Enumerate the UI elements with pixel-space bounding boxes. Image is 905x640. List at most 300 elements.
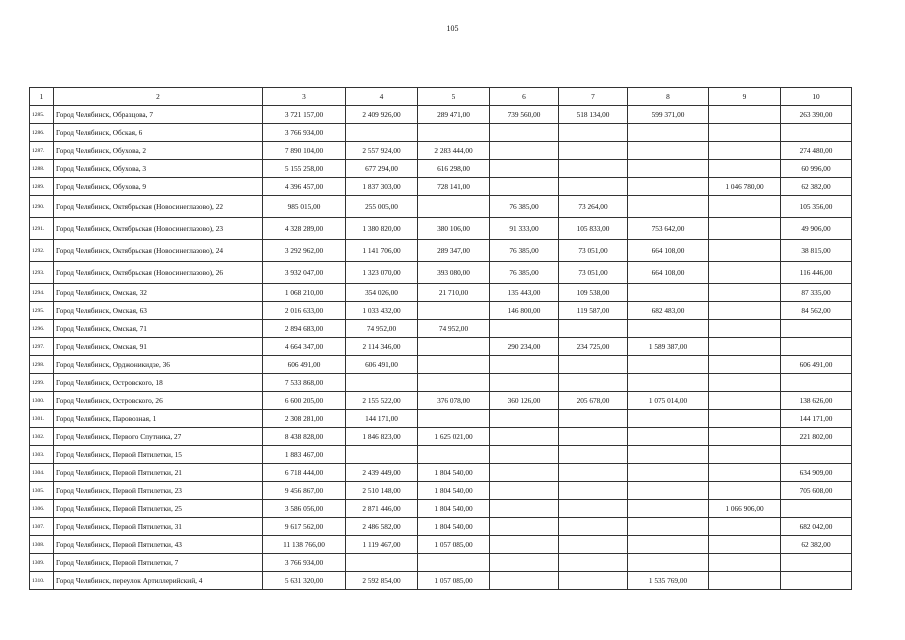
- value-cell-col-5: [418, 338, 490, 356]
- row-number-cell: 1304.: [30, 464, 54, 482]
- value-cell-col-10: 138 626,00: [781, 392, 852, 410]
- row-number-cell: 1305.: [30, 482, 54, 500]
- table-row: [30, 464, 852, 482]
- table-body: [30, 106, 852, 590]
- value-cell-col-10: 634 909,00: [781, 464, 852, 482]
- value-cell-col-8: [628, 536, 709, 554]
- value-cell-col-6: [490, 482, 559, 500]
- value-cell-col-6: [490, 178, 559, 196]
- value-cell-col-6: 76 385,00: [490, 240, 559, 262]
- address-cell: Город Челябинск, Обская, 6: [54, 124, 263, 142]
- address-cell: Город Челябинск, Первой Пятилетки, 31: [54, 518, 263, 536]
- value-cell-col-7: [559, 464, 628, 482]
- value-cell-col-3: 2 894 683,00: [263, 320, 346, 338]
- address-cell: Город Челябинск, Островского, 18: [54, 374, 263, 392]
- value-cell-col-7: [559, 160, 628, 178]
- table-row: [30, 410, 852, 428]
- table-row: [30, 142, 852, 160]
- address-cell: Город Челябинск, Обухова, 3: [54, 160, 263, 178]
- value-cell-col-5: 21 710,00: [418, 284, 490, 302]
- value-cell-col-8: 664 108,00: [628, 262, 709, 284]
- row-number-cell: 1296.: [30, 320, 54, 338]
- address-cell: Город Челябинск, Омская, 91: [54, 338, 263, 356]
- value-cell-col-4: 606 491,00: [346, 356, 418, 374]
- value-cell-col-7: [559, 356, 628, 374]
- value-cell-col-3: 11 138 766,00: [263, 536, 346, 554]
- value-cell-col-6: 739 560,00: [490, 106, 559, 124]
- table-row: [30, 482, 852, 500]
- value-cell-col-10: 62 382,00: [781, 178, 852, 196]
- value-cell-col-8: 682 483,00: [628, 302, 709, 320]
- value-cell-col-9: [709, 284, 781, 302]
- value-cell-col-5: 380 106,00: [418, 218, 490, 240]
- value-cell-col-4: 144 171,00: [346, 410, 418, 428]
- value-cell-col-4: 2 510 148,00: [346, 482, 418, 500]
- value-cell-col-9: [709, 518, 781, 536]
- table-row: [30, 284, 852, 302]
- value-cell-col-8: [628, 428, 709, 446]
- value-cell-col-3: 3 721 157,00: [263, 106, 346, 124]
- value-cell-col-6: 146 800,00: [490, 302, 559, 320]
- value-cell-col-7: [559, 178, 628, 196]
- value-cell-col-7: 73 051,00: [559, 262, 628, 284]
- value-cell-col-9: [709, 320, 781, 338]
- row-number-cell: 1300.: [30, 392, 54, 410]
- value-cell-col-3: 4 396 457,00: [263, 178, 346, 196]
- value-cell-col-4: 2 592 854,00: [346, 572, 418, 590]
- value-cell-col-6: 91 333,00: [490, 218, 559, 240]
- value-cell-col-7: 518 134,00: [559, 106, 628, 124]
- table-row: [30, 554, 852, 572]
- value-cell-col-8: [628, 320, 709, 338]
- address-cell: Город Челябинск, Омская, 32: [54, 284, 263, 302]
- value-cell-col-6: [490, 446, 559, 464]
- value-cell-col-7: [559, 482, 628, 500]
- value-cell-col-5: [418, 554, 490, 572]
- value-cell-col-9: [709, 410, 781, 428]
- value-cell-col-5: 1 057 085,00: [418, 536, 490, 554]
- table-row: [30, 356, 852, 374]
- value-cell-col-6: [490, 374, 559, 392]
- address-cell: Город Челябинск, Орджоникидзе, 36: [54, 356, 263, 374]
- value-cell-col-4: 2 409 926,00: [346, 106, 418, 124]
- value-cell-col-8: 1 535 769,00: [628, 572, 709, 590]
- value-cell-col-3: 606 491,00: [263, 356, 346, 374]
- value-cell-col-5: 74 952,00: [418, 320, 490, 338]
- value-cell-col-5: 1 804 540,00: [418, 464, 490, 482]
- value-cell-col-4: 255 005,00: [346, 196, 418, 218]
- value-cell-col-8: 1 075 014,00: [628, 392, 709, 410]
- value-cell-col-3: 2 308 281,00: [263, 410, 346, 428]
- table-row: [30, 428, 852, 446]
- value-cell-col-3: 7 533 868,00: [263, 374, 346, 392]
- value-cell-col-10: 606 491,00: [781, 356, 852, 374]
- value-cell-col-3: 3 766 934,00: [263, 124, 346, 142]
- value-cell-col-10: 84 562,00: [781, 302, 852, 320]
- table-row: [30, 536, 852, 554]
- value-cell-col-10: [781, 572, 852, 590]
- row-number-cell: 1308.: [30, 536, 54, 554]
- address-cell: Город Челябинск, Октябрьская (Новосинеглазово), 23: [54, 218, 263, 240]
- value-cell-col-9: [709, 464, 781, 482]
- value-cell-col-5: 289 347,00: [418, 240, 490, 262]
- address-cell: Город Челябинск, Первой Пятилетки, 25: [54, 500, 263, 518]
- value-cell-col-7: [559, 446, 628, 464]
- value-cell-col-10: 60 996,00: [781, 160, 852, 178]
- table-row: [30, 262, 852, 284]
- value-cell-col-8: 1 589 387,00: [628, 338, 709, 356]
- row-number-cell: 1309.: [30, 554, 54, 572]
- value-cell-col-8: 599 371,00: [628, 106, 709, 124]
- row-number-cell: 1285.: [30, 106, 54, 124]
- value-cell-col-4: [346, 554, 418, 572]
- value-cell-col-8: [628, 500, 709, 518]
- value-cell-col-4: 2 155 522,00: [346, 392, 418, 410]
- table-row: [30, 218, 852, 240]
- value-cell-col-7: [559, 374, 628, 392]
- address-cell: Город Челябинск, Первой Пятилетки, 21: [54, 464, 263, 482]
- value-cell-col-9: [709, 356, 781, 374]
- value-cell-col-3: 2 016 633,00: [263, 302, 346, 320]
- address-cell: Город Челябинск, Омская, 63: [54, 302, 263, 320]
- value-cell-col-4: 2 871 446,00: [346, 500, 418, 518]
- value-cell-col-8: [628, 374, 709, 392]
- address-cell: Город Челябинск, Образцова, 7: [54, 106, 263, 124]
- page-number: 105: [446, 24, 459, 33]
- table-row: [30, 124, 852, 142]
- value-cell-col-10: 274 480,00: [781, 142, 852, 160]
- value-cell-col-10: 221 802,00: [781, 428, 852, 446]
- value-cell-col-9: [709, 572, 781, 590]
- value-cell-col-5: 1 804 540,00: [418, 518, 490, 536]
- row-number-cell: 1299.: [30, 374, 54, 392]
- row-number-cell: 1287.: [30, 142, 54, 160]
- value-cell-col-10: 705 608,00: [781, 482, 852, 500]
- value-cell-col-3: 9 617 562,00: [263, 518, 346, 536]
- value-cell-col-9: 1 066 906,00: [709, 500, 781, 518]
- data-table: [29, 87, 852, 590]
- table-row: [30, 374, 852, 392]
- table-row: [30, 518, 852, 536]
- value-cell-col-5: [418, 302, 490, 320]
- value-cell-col-3: 3 766 934,00: [263, 554, 346, 572]
- value-cell-col-9: 1 046 780,00: [709, 178, 781, 196]
- row-number-cell: 1297.: [30, 338, 54, 356]
- value-cell-col-7: [559, 518, 628, 536]
- value-cell-col-3: 6 600 205,00: [263, 392, 346, 410]
- column-header-4: 4: [346, 88, 418, 106]
- value-cell-col-6: [490, 356, 559, 374]
- value-cell-col-10: 144 171,00: [781, 410, 852, 428]
- table-row: [30, 500, 852, 518]
- value-cell-col-9: [709, 160, 781, 178]
- row-number-cell: 1286.: [30, 124, 54, 142]
- address-cell: Город Челябинск, переулок Артиллерийский, 4: [54, 572, 263, 590]
- row-number-cell: 1289.: [30, 178, 54, 196]
- header-row: [30, 88, 852, 106]
- value-cell-col-10: 682 042,00: [781, 518, 852, 536]
- column-header-6: 6: [490, 88, 559, 106]
- value-cell-col-5: 1 057 085,00: [418, 572, 490, 590]
- column-header-7: 7: [559, 88, 628, 106]
- value-cell-col-9: [709, 142, 781, 160]
- value-cell-col-9: [709, 338, 781, 356]
- address-cell: Город Челябинск, Первой Пятилетки, 23: [54, 482, 263, 500]
- value-cell-col-6: [490, 160, 559, 178]
- value-cell-col-4: [346, 374, 418, 392]
- column-header-2: 2: [54, 88, 263, 106]
- value-cell-col-7: [559, 320, 628, 338]
- table-row: [30, 106, 852, 124]
- address-cell: Город Челябинск, Первого Спутника, 27: [54, 428, 263, 446]
- value-cell-col-3: 3 586 056,00: [263, 500, 346, 518]
- value-cell-col-7: 119 587,00: [559, 302, 628, 320]
- table-row: [30, 392, 852, 410]
- value-cell-col-6: [490, 518, 559, 536]
- value-cell-col-3: 6 718 444,00: [263, 464, 346, 482]
- table-row: [30, 178, 852, 196]
- value-cell-col-6: [490, 124, 559, 142]
- value-cell-col-10: 49 906,00: [781, 218, 852, 240]
- address-cell: Город Челябинск, Первой Пятилетки, 7: [54, 554, 263, 572]
- value-cell-col-5: [418, 410, 490, 428]
- table-row: [30, 160, 852, 178]
- row-number-cell: 1301.: [30, 410, 54, 428]
- value-cell-col-8: [628, 446, 709, 464]
- value-cell-col-10: 87 335,00: [781, 284, 852, 302]
- row-number-cell: 1294.: [30, 284, 54, 302]
- value-cell-col-7: [559, 536, 628, 554]
- value-cell-col-6: [490, 572, 559, 590]
- row-number-cell: 1302.: [30, 428, 54, 446]
- value-cell-col-6: 76 385,00: [490, 196, 559, 218]
- value-cell-col-5: 393 080,00: [418, 262, 490, 284]
- table-row: [30, 446, 852, 464]
- table-row: [30, 196, 852, 218]
- value-cell-col-8: [628, 464, 709, 482]
- value-cell-col-8: [628, 482, 709, 500]
- column-header-8: 8: [628, 88, 709, 106]
- value-cell-col-8: [628, 518, 709, 536]
- address-cell: Город Челябинск, Октябрьская (Новосинеглазово), 22: [54, 196, 263, 218]
- address-cell: Город Челябинск, Октябрьская (Новосинеглазово), 26: [54, 262, 263, 284]
- value-cell-col-3: 9 456 867,00: [263, 482, 346, 500]
- value-cell-col-8: [628, 196, 709, 218]
- value-cell-col-5: [418, 374, 490, 392]
- value-cell-col-8: [628, 124, 709, 142]
- value-cell-col-6: 290 234,00: [490, 338, 559, 356]
- address-cell: Город Челябинск, Обухова, 2: [54, 142, 263, 160]
- value-cell-col-4: 1 380 820,00: [346, 218, 418, 240]
- value-cell-col-10: [781, 124, 852, 142]
- row-number-cell: 1292.: [30, 240, 54, 262]
- value-cell-col-9: [709, 218, 781, 240]
- value-cell-col-9: [709, 302, 781, 320]
- value-cell-col-7: 105 833,00: [559, 218, 628, 240]
- value-cell-col-3: 8 438 828,00: [263, 428, 346, 446]
- value-cell-col-6: 135 443,00: [490, 284, 559, 302]
- value-cell-col-3: 5 155 258,00: [263, 160, 346, 178]
- value-cell-col-9: [709, 196, 781, 218]
- value-cell-col-4: 2 557 924,00: [346, 142, 418, 160]
- value-cell-col-9: [709, 482, 781, 500]
- value-cell-col-6: [490, 500, 559, 518]
- value-cell-col-10: [781, 554, 852, 572]
- value-cell-col-3: 4 664 347,00: [263, 338, 346, 356]
- row-number-cell: 1303.: [30, 446, 54, 464]
- value-cell-col-4: 2 439 449,00: [346, 464, 418, 482]
- column-header-5: 5: [418, 88, 490, 106]
- value-cell-col-4: 1 846 823,00: [346, 428, 418, 446]
- value-cell-col-3: 7 890 104,00: [263, 142, 346, 160]
- value-cell-col-5: [418, 196, 490, 218]
- value-cell-col-10: [781, 500, 852, 518]
- value-cell-col-10: [781, 446, 852, 464]
- value-cell-col-5: 2 283 444,00: [418, 142, 490, 160]
- value-cell-col-9: [709, 124, 781, 142]
- value-cell-col-10: 38 815,00: [781, 240, 852, 262]
- value-cell-col-5: [418, 124, 490, 142]
- value-cell-col-9: [709, 240, 781, 262]
- value-cell-col-4: 2 114 346,00: [346, 338, 418, 356]
- value-cell-col-6: [490, 410, 559, 428]
- address-cell: Город Челябинск, Островского, 26: [54, 392, 263, 410]
- value-cell-col-10: [781, 338, 852, 356]
- row-number-cell: 1288.: [30, 160, 54, 178]
- value-cell-col-6: 76 385,00: [490, 262, 559, 284]
- value-cell-col-4: 1 141 706,00: [346, 240, 418, 262]
- value-cell-col-4: 74 952,00: [346, 320, 418, 338]
- value-cell-col-3: 3 932 047,00: [263, 262, 346, 284]
- value-cell-col-5: [418, 356, 490, 374]
- value-cell-col-7: [559, 124, 628, 142]
- value-cell-col-7: 73 051,00: [559, 240, 628, 262]
- row-number-cell: 1298.: [30, 356, 54, 374]
- value-cell-col-8: 753 642,00: [628, 218, 709, 240]
- address-cell: Город Челябинск, Паровозная, 1: [54, 410, 263, 428]
- address-cell: Город Челябинск, Первой Пятилетки, 15: [54, 446, 263, 464]
- row-number-cell: 1307.: [30, 518, 54, 536]
- value-cell-col-5: [418, 446, 490, 464]
- address-cell: Город Челябинск, Омская, 71: [54, 320, 263, 338]
- value-cell-col-8: 664 108,00: [628, 240, 709, 262]
- value-cell-col-4: [346, 446, 418, 464]
- value-cell-col-3: 1 068 210,00: [263, 284, 346, 302]
- value-cell-col-10: [781, 320, 852, 338]
- address-cell: Город Челябинск, Октябрьская (Новосинеглазово), 24: [54, 240, 263, 262]
- value-cell-col-5: 1 625 021,00: [418, 428, 490, 446]
- value-cell-col-8: [628, 178, 709, 196]
- value-cell-col-7: 109 538,00: [559, 284, 628, 302]
- value-cell-col-7: [559, 142, 628, 160]
- value-cell-col-9: [709, 428, 781, 446]
- value-cell-col-6: [490, 428, 559, 446]
- row-number-cell: 1290.: [30, 196, 54, 218]
- table-row: [30, 240, 852, 262]
- value-cell-col-9: [709, 392, 781, 410]
- value-cell-col-5: 289 471,00: [418, 106, 490, 124]
- value-cell-col-8: [628, 410, 709, 428]
- value-cell-col-10: 105 356,00: [781, 196, 852, 218]
- value-cell-col-5: 728 141,00: [418, 178, 490, 196]
- row-number-cell: 1293.: [30, 262, 54, 284]
- value-cell-col-8: [628, 356, 709, 374]
- row-number-cell: 1295.: [30, 302, 54, 320]
- value-cell-col-10: 116 446,00: [781, 262, 852, 284]
- value-cell-col-8: [628, 142, 709, 160]
- value-cell-col-3: 5 631 320,00: [263, 572, 346, 590]
- value-cell-col-9: [709, 554, 781, 572]
- value-cell-col-4: 1 323 070,00: [346, 262, 418, 284]
- value-cell-col-7: [559, 572, 628, 590]
- value-cell-col-8: [628, 160, 709, 178]
- value-cell-col-7: 73 264,00: [559, 196, 628, 218]
- value-cell-col-4: 1 119 467,00: [346, 536, 418, 554]
- value-cell-col-4: [346, 124, 418, 142]
- value-cell-col-7: [559, 554, 628, 572]
- column-header-10: 10: [781, 88, 852, 106]
- value-cell-col-7: [559, 500, 628, 518]
- value-cell-col-5: 376 078,00: [418, 392, 490, 410]
- value-cell-col-6: [490, 142, 559, 160]
- value-cell-col-5: 616 298,00: [418, 160, 490, 178]
- column-header-3: 3: [263, 88, 346, 106]
- table-row: [30, 572, 852, 590]
- value-cell-col-8: [628, 284, 709, 302]
- value-cell-col-9: [709, 374, 781, 392]
- column-header-9: 9: [709, 88, 781, 106]
- value-cell-col-4: 2 486 582,00: [346, 518, 418, 536]
- table-row: [30, 320, 852, 338]
- value-cell-col-9: [709, 106, 781, 124]
- value-cell-col-3: 4 328 289,00: [263, 218, 346, 240]
- value-cell-col-3: 985 015,00: [263, 196, 346, 218]
- value-cell-col-5: 1 804 540,00: [418, 500, 490, 518]
- value-cell-col-6: [490, 536, 559, 554]
- value-cell-col-7: [559, 410, 628, 428]
- address-cell: Город Челябинск, Первой Пятилетки, 43: [54, 536, 263, 554]
- value-cell-col-9: [709, 446, 781, 464]
- table-row: [30, 338, 852, 356]
- value-cell-col-4: 354 026,00: [346, 284, 418, 302]
- value-cell-col-7: [559, 428, 628, 446]
- value-cell-col-9: [709, 536, 781, 554]
- value-cell-col-3: 1 883 467,00: [263, 446, 346, 464]
- value-cell-col-3: 3 292 962,00: [263, 240, 346, 262]
- value-cell-col-6: [490, 464, 559, 482]
- value-cell-col-5: 1 804 540,00: [418, 482, 490, 500]
- value-cell-col-10: 263 390,00: [781, 106, 852, 124]
- row-number-cell: 1306.: [30, 500, 54, 518]
- value-cell-col-4: 1 033 432,00: [346, 302, 418, 320]
- value-cell-col-10: 62 382,00: [781, 536, 852, 554]
- value-cell-col-6: [490, 554, 559, 572]
- value-cell-col-8: [628, 554, 709, 572]
- column-header-1: 1: [30, 88, 54, 106]
- value-cell-col-7: 234 725,00: [559, 338, 628, 356]
- value-cell-col-4: 677 294,00: [346, 160, 418, 178]
- table-row: [30, 302, 852, 320]
- address-cell: Город Челябинск, Обухова, 9: [54, 178, 263, 196]
- value-cell-col-6: 360 126,00: [490, 392, 559, 410]
- row-number-cell: 1310.: [30, 572, 54, 590]
- row-number-cell: 1291.: [30, 218, 54, 240]
- value-cell-col-6: [490, 320, 559, 338]
- value-cell-col-4: 1 837 303,00: [346, 178, 418, 196]
- value-cell-col-10: [781, 374, 852, 392]
- value-cell-col-7: 205 678,00: [559, 392, 628, 410]
- value-cell-col-9: [709, 262, 781, 284]
